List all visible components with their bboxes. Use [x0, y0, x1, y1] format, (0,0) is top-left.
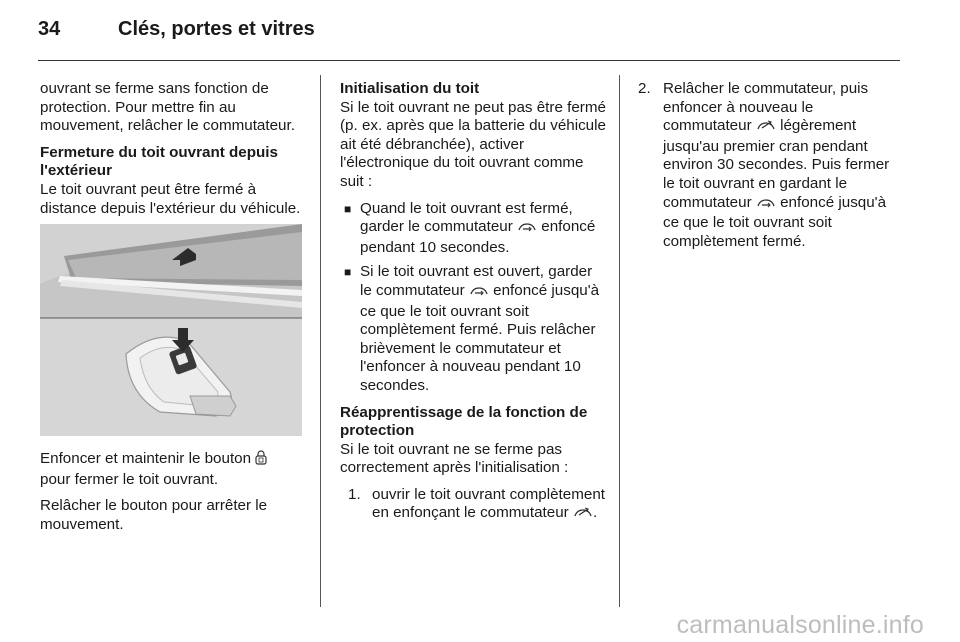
remote-close-paragraph: Le toit ouvrant peut être fermé à distance depuis l'extérieur du véhicule.: [40, 180, 301, 217]
initialisation-paragraph: Si le toit ouvrant ne peut pas être fermé (p. ex. après que la batterie du véhicule ait été débranchée), activer l'électronique du toit ouvrant comme suit :: [340, 98, 606, 190]
page-title: Clés, portes et vitres: [118, 18, 315, 40]
sunroof-tilt-icon: [756, 119, 776, 138]
section-heading-remote-close: Fermeture du toit ouvrant depuis l'extérieur: [40, 143, 278, 180]
list-item: ■ Si le toit ouvrant est ouvert, garder le commutateur enfoncé jusqu'à ce que le toit ouvrant soit complètement fermé. Puis relâcher brièvement le commutateur et l'enfoncer à nouveau pendant 10 secondes.: [344, 263, 600, 394]
key-lock-icon: [255, 450, 267, 471]
column-2: [340, 80, 606, 531]
column-3: [638, 80, 902, 257]
illustration-svg: [40, 224, 302, 436]
relearn-steps: [340, 486, 606, 525]
section-heading-initialisation: Initialisation du toit: [340, 80, 480, 97]
column-1-lower: [40, 450, 306, 542]
section-heading-relearn: Réapprentissage de la fonction de protection: [340, 403, 588, 440]
intro-paragraph: ouvrant se ferme sans fonction de protection. Pour mettre fin au mouvement, relâcher le commutateur.: [40, 80, 295, 135]
sunroof-remote-illustration: [40, 224, 302, 436]
sunroof-close-icon: [756, 196, 776, 215]
column-divider-2: [619, 75, 620, 607]
sunroof-close-icon: [517, 220, 537, 239]
list-item: 2. Relâcher le commutateur, puis enfoncer à nouveau le commutateur légèrement jusqu'au premier cran pendant environ 30 secondes. Puis fermer le toit ouvrant en gardant le commutateur enfoncé jusqu'à ce que le toit ouvrant soit complètement fermé.: [638, 80, 890, 250]
list-item: 1. ouvrir le toit ouvrant complètement en enfonçant le commutateur .: [348, 486, 606, 525]
initialisation-bullets: [340, 200, 606, 396]
figure-caption: Enfoncer et maintenir le bouton pour fermer le toit ouvrant.: [40, 450, 306, 489]
release-paragraph: Relâcher le bouton pour arrêter le mouvement.: [40, 497, 268, 533]
sunroof-tilt-icon: [573, 506, 593, 525]
list-item: ■ Quand le toit ouvrant est fermé, garder le commutateur enfoncé pendant 10 secondes.: [344, 199, 596, 256]
column-divider-1: [320, 75, 321, 607]
relearn-steps-continued: [638, 80, 902, 251]
column-1: [40, 80, 306, 226]
relearn-paragraph: Si le toit ouvrant ne se ferme pas correctement après l'initialisation :: [340, 440, 569, 477]
header-rule: [38, 60, 900, 61]
page-number: 34: [38, 18, 61, 40]
watermark: carmanualsonline.info: [676, 611, 924, 639]
sunroof-close-icon: [469, 284, 489, 303]
